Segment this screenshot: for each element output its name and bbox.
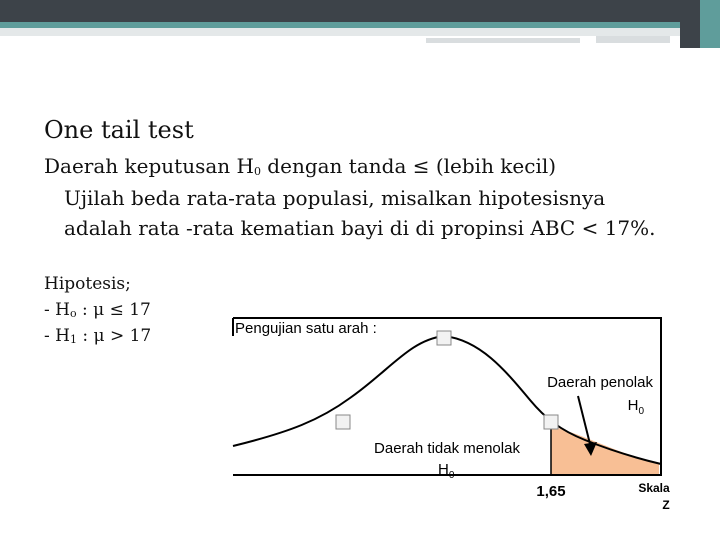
rejection-region <box>551 426 659 474</box>
curve-handle <box>437 331 451 345</box>
null-hypothesis: - $H_o$ : μ ≤ 17 <box>44 300 151 320</box>
example-text-line-1: Ujilah beda rata-rata populasi, misalkan hipotesisnya <box>64 186 606 210</box>
critical-value-label: 1,65 <box>536 483 566 500</box>
scale-label: Skala <box>638 481 670 495</box>
curve-handle <box>544 415 558 429</box>
acceptance-region-label-h0: $H_0$ <box>438 461 455 481</box>
diagram-box-label: Pengujian satu arah : <box>235 320 377 337</box>
rejection-region-label: Daerah penolak <box>547 374 653 391</box>
decision-rule-text: Daerah keputusan $H_0$ dengan tanda ≤ (lebih kecil) <box>44 154 557 178</box>
alternative-hypothesis: - $H_1$ : μ > 17 <box>44 326 152 346</box>
hypothesis-heading: Hipotesis; <box>44 274 131 294</box>
rejection-region-label-h0: $H_0$ <box>627 397 644 417</box>
slide-title: One tail test <box>44 116 194 144</box>
scale-label-z: Z <box>662 498 670 512</box>
example-text-line-2: adalah rata -rata kematian bayi di di propinsi ABC < 17%. <box>64 216 656 240</box>
acceptance-region-label: Daerah tidak menolak <box>374 440 520 457</box>
curve-handle <box>336 415 350 429</box>
